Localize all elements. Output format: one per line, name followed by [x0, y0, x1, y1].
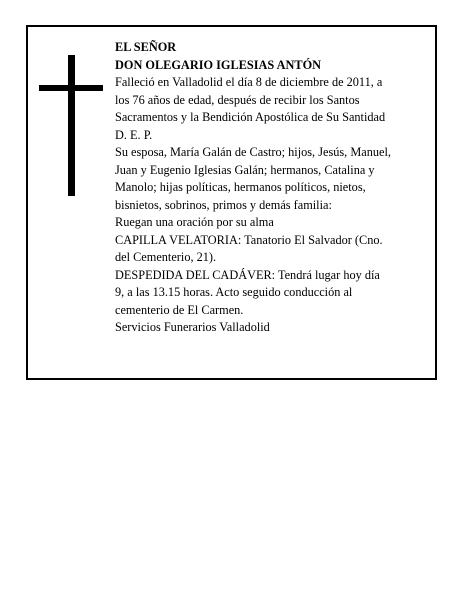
death-notice-line-2: los 76 años de edad, después de recibir los Santos	[115, 92, 360, 107]
cross-horizontal-bar	[39, 85, 103, 91]
rip-line: D. E. P.	[115, 127, 153, 142]
prayer-line: Ruegan una oración por su alma	[115, 215, 274, 229]
obituary-text	[115, 39, 425, 337]
cross-vertical-bar	[68, 55, 75, 196]
farewell-line-2: 9, a las 13.15 horas. Acto seguido conducción al	[115, 285, 353, 299]
family-line-3: Manolo; hijas políticas, hermanos políticos, nietos,	[115, 180, 366, 194]
death-notice-line-1: Falleció en Valladolid el día 8 de diciembre de 2011, a	[115, 75, 383, 89]
family-line-2: Juan y Eugenio Iglesias Galán; hermanos, Catalina y	[115, 162, 375, 177]
title-line: EL SEÑOR	[115, 40, 177, 54]
family-line-4: bisnietos, sobrinos, primos y demás familia:	[115, 197, 332, 212]
obituary-card	[26, 25, 437, 380]
chapel-line-2: del Cementerio, 21).	[115, 250, 217, 264]
chapel-line-1: CAPILLA VELATORIA: Tanatorio El Salvador (Cno.	[115, 232, 383, 247]
farewell-line-1: DESPEDIDA DEL CADÁVER: Tendrá lugar hoy día	[115, 267, 380, 282]
deceased-name: DON OLEGARIO IGLESIAS ANTÓN	[115, 57, 322, 72]
farewell-line-3: cementerio de El Carmen.	[115, 302, 244, 317]
funeral-services-line: Servicios Funerarios Valladolid	[115, 320, 270, 334]
family-line-1: Su esposa, María Galán de Castro; hijos, Jesús, Manuel,	[115, 145, 391, 159]
death-notice-line-3: Sacramentos y la Bendición Apostólica de Su Santidad	[115, 110, 386, 124]
